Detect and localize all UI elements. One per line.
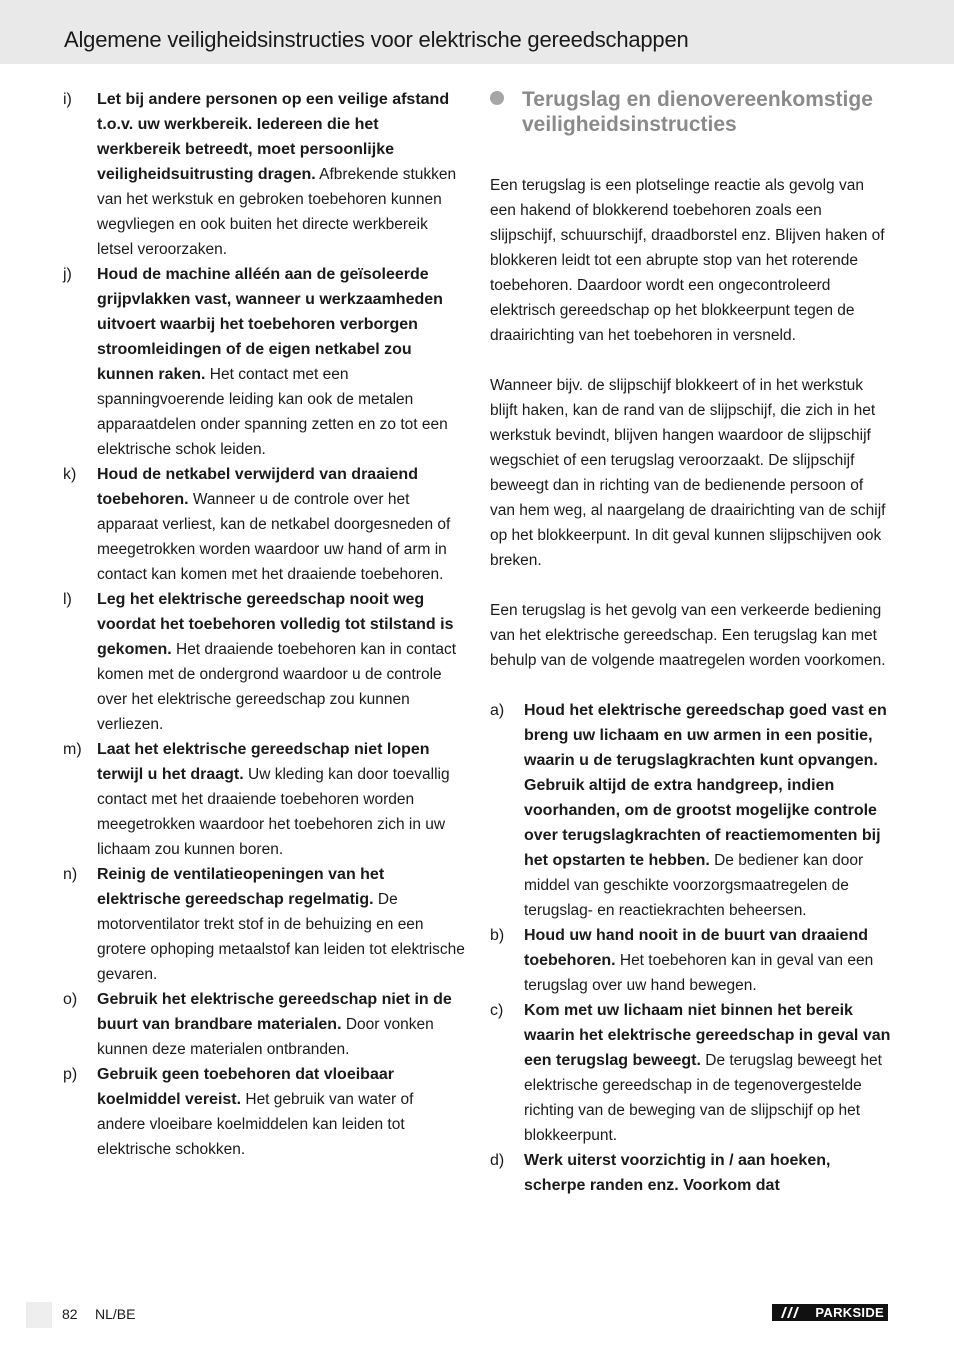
logo-stripes-icon bbox=[778, 1307, 800, 1318]
item-label: c) bbox=[490, 1002, 504, 1019]
item-body-text: De terugslag beweegt het elektrische gereedschap in de tegenovergestelde richting van de beweging van de slijpschijf op het blokkeerpunt. bbox=[524, 1052, 882, 1144]
left-column bbox=[63, 87, 465, 1162]
paragraph: Een terugslag is een plotselinge reactie als gevolg van een hakend of blokkerend toebehoren zoals een slijpschijf, schuurschijf, draadborstel enz. Blijven haken of blokkeren leidt tot een abrupte stop van het roterende toebehoren. Daardoor wordt een ongecontroleerd elektrisch gereedschap op het blokkeerpunt tegen de draairichting van het toebehoren in versneld. bbox=[490, 177, 885, 344]
list-item bbox=[63, 87, 465, 262]
item-body-text: Door vonken kunnen deze materialen ontbranden. bbox=[97, 1016, 434, 1058]
list-item bbox=[63, 262, 465, 462]
footer-marker bbox=[26, 1302, 52, 1328]
page-title: Algemene veiligheidsinstructies voor elektrische gereedschappen bbox=[64, 27, 689, 52]
item-label: k) bbox=[63, 466, 77, 483]
item-body-text: Het gebruik van water of andere vloeibare koelmiddelen kan leiden tot elektrische schokken. bbox=[97, 1091, 414, 1158]
item-label: b) bbox=[490, 927, 505, 944]
item-bold-text: Kom met uw lichaam niet binnen het bereik waarin het elektrische gereedschap in geval van een terugslag beweegt. bbox=[524, 1002, 891, 1069]
language-code: NL/BE bbox=[95, 1306, 136, 1322]
item-bold-text: Gebruik het elektrische gereedschap niet in de buurt van brandbare materialen. bbox=[97, 991, 452, 1033]
list-item bbox=[490, 923, 892, 998]
item-label: o) bbox=[63, 991, 78, 1008]
item-bold-text: Werk uiterst voorzichtig in / aan hoeken, scherpe randen enz. Voorkom dat bbox=[524, 1152, 831, 1194]
item-body-text: Het toebehoren kan in geval van een terugslag over uw hand bewegen. bbox=[524, 952, 874, 994]
list-item bbox=[63, 1062, 465, 1162]
list-item bbox=[490, 698, 892, 923]
item-bold-text: Leg het elektrische gereedschap nooit weg voordat het toebehoren volledig tot stilstand is gekomen. bbox=[97, 591, 454, 658]
item-bold-text: Let bij andere personen op een veilige afstand t.o.v. uw werkbereik. Iedereen die het werkbereik betreedt, moet persoonlijke veiligheidsuitrusting dragen. bbox=[97, 91, 450, 183]
list-item bbox=[63, 587, 465, 737]
item-body-text: Uw kleding kan door toevallig contact met het draaiende toebehoren worden meegetrokken waardoor het toebehoren zich in uw lichaam zou kunnen boren. bbox=[97, 766, 450, 858]
list-item bbox=[63, 862, 465, 987]
paragraph: Wanneer bijv. de slijpschijf blokkeert of in het werkstuk blijft haken, kan de rand van de slijpschijf, die zich in het werkstuk bevindt, blijven hangen waardoor de slijpschijf wegschiet of een terugslag veroorzaakt. De slijpschijf beweegt dan in richting van de bedienende persoon of van hem weg, al naargelang de draairichting van de schijf op het blokkeerpunt. In dit geval kunnen slijpschijven ook breken. bbox=[490, 377, 886, 569]
list-item bbox=[63, 987, 465, 1062]
item-label: i) bbox=[63, 91, 72, 108]
item-label: p) bbox=[63, 1066, 78, 1083]
item-label: n) bbox=[63, 866, 78, 883]
brand-name: PARKSIDE bbox=[815, 1305, 884, 1320]
item-label: m) bbox=[63, 741, 82, 758]
item-body-text: Wanneer u de controle over het apparaat verliest, kan de netkabel doorgesneden of meegetrokken worden waardoor uw hand of arm in contact kan komen met het draaiende toebehoren. bbox=[97, 491, 451, 583]
paragraph: Een terugslag is het gevolg van een verkeerde bediening van het elektrische gereedschap. Een terugslag kan met behulp van de volgende maatregelen worden voorkomen. bbox=[490, 602, 886, 669]
section-heading-text: Terugslag en dienovereenkomstige veiligheidsinstructies bbox=[522, 88, 873, 136]
brand-logo bbox=[772, 1304, 888, 1321]
item-bold-text: Laat het elektrische gereedschap niet lopen terwijl u het draagt. bbox=[97, 741, 430, 783]
item-bold-text: Gebruik geen toebehoren dat vloeibaar koelmiddel vereist. bbox=[97, 1066, 394, 1108]
bullet-icon bbox=[490, 91, 504, 105]
item-body-text: De bediener kan door middel van geschikte voorzorgsmaatregelen de terugslag- en reactiekrachten beheersen. bbox=[524, 852, 864, 919]
right-column bbox=[490, 87, 892, 1198]
list-item bbox=[63, 737, 465, 862]
item-bold-text: Houd de netkabel verwijderd van draaiend toebehoren. bbox=[97, 466, 418, 508]
item-bold-text: Houd uw hand nooit in de buurt van draaiend toebehoren. bbox=[524, 927, 868, 969]
item-bold-text: Houd het elektrische gereedschap goed vast en breng uw lichaam en uw armen in een positie, waarin u de terugslagkrachten kunt opvangen. Gebruik altijd de extra handgreep, indien voorhanden, om de grootst mogelijke controle over terugslagkrachten of reactiemomenten bij het opstarten te hebben. bbox=[524, 702, 887, 869]
list-item bbox=[490, 1148, 892, 1198]
item-body-text: De motorventilator trekt stof in de behuizing en een grotere ophoping metaalstof kan leiden tot elektrische gevaren. bbox=[97, 891, 465, 983]
list-item bbox=[490, 998, 892, 1148]
item-label: l) bbox=[63, 591, 72, 608]
item-bold-text: Houd de machine alléén aan de geïsoleerde grijpvlakken vast, wanneer u werkzaamheden uitvoert waarbij het toebehoren verborgen stroomleidingen of de eigen netkabel zou kunnen raken. bbox=[97, 266, 443, 383]
item-bold-text: Reinig de ventilatieopeningen van het elektrische gereedschap regelmatig. bbox=[97, 866, 385, 908]
item-label: d) bbox=[490, 1152, 505, 1169]
item-body-text: Het draaiende toebehoren kan in contact komen met de ondergrond waardoor u de controle over het elektrische gereedschap zou kunnen verliezen. bbox=[97, 641, 457, 733]
item-body-text: Afbrekende stukken van het werkstuk en gebroken toebehoren kunnen wegvliegen en ook buiten het directe werkbereik letsel veroorzaken. bbox=[97, 166, 457, 258]
item-label: j) bbox=[63, 266, 72, 283]
section-heading bbox=[490, 87, 892, 137]
item-label: a) bbox=[490, 702, 505, 719]
page-number: 82 bbox=[62, 1306, 78, 1322]
item-body-text: Het contact met een spanningvoerende leiding kan ook de metalen apparaatdelen onder spanning zetten en zo tot een elektrische schok leiden. bbox=[97, 366, 448, 458]
list-item bbox=[63, 462, 465, 587]
